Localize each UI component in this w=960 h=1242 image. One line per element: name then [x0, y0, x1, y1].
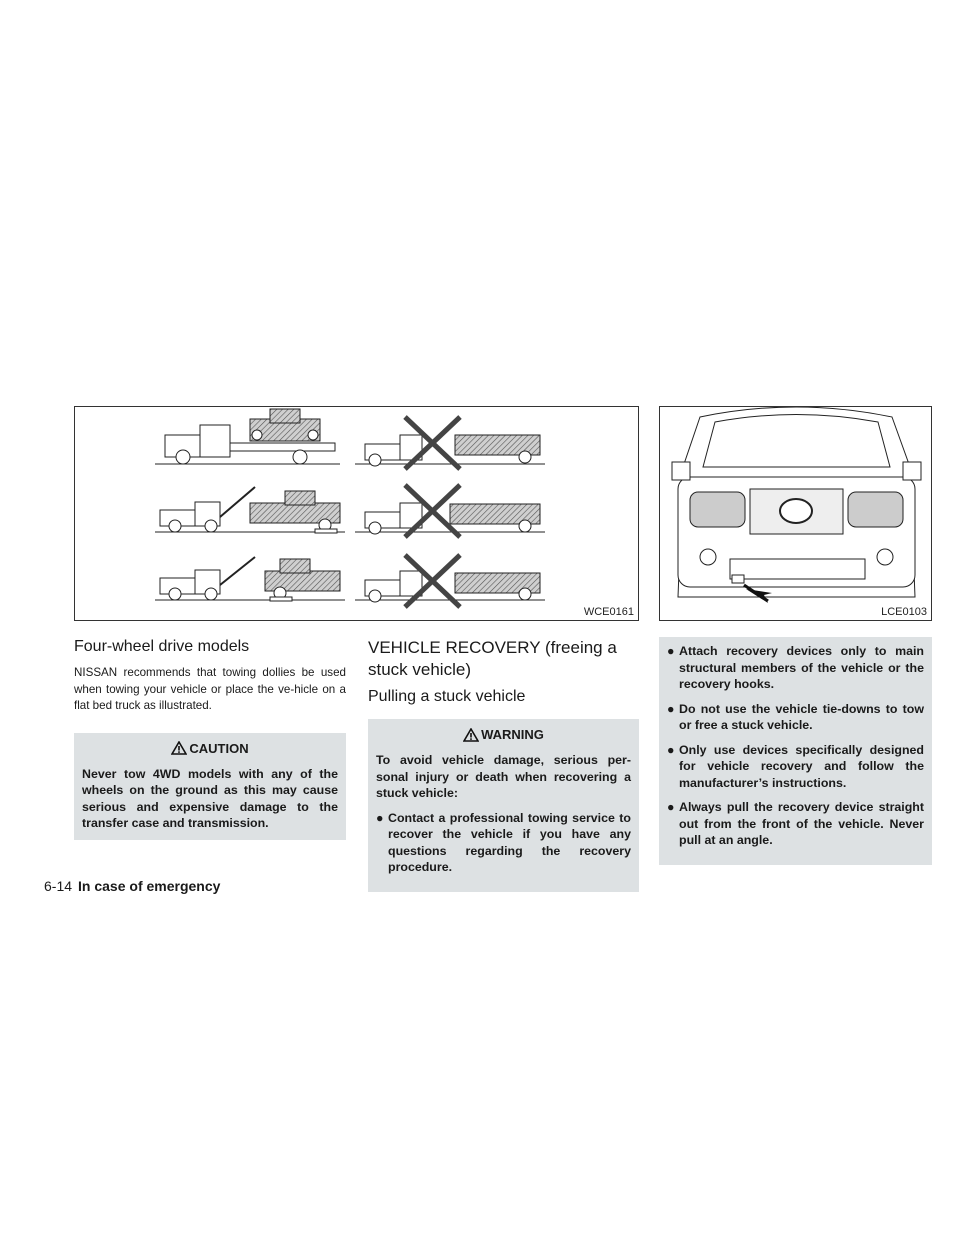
recovery-bullet-text: Always pull the recovery device straight out from the front of the vehicle. Never pull at an angle.: [679, 800, 924, 847]
bullet-marker: ●: [667, 644, 675, 658]
right-column: [659, 637, 932, 865]
recovery-bullet-item: [667, 742, 924, 792]
subheading-pulling: Pulling a stuck vehicle: [368, 688, 526, 705]
warning-intro: To avoid vehicle damage, serious per-sonal injury or death when recovering a stuck vehicle:: [376, 753, 631, 800]
recovery-bullet-item: [667, 643, 924, 693]
figure-code-recovery: LCE0103: [881, 606, 927, 618]
warning-bullet-text: Contact a professional towing service to recover the vehicle if you have any questions regarding the recovery procedure.: [388, 810, 631, 874]
warning-box-continued: [659, 637, 932, 865]
caution-text: Never tow 4WD models with any of the wheels on the ground as this may cause serious and expensive damage to the transfer case and transmission.: [82, 766, 338, 830]
section-heading-recovery: VEHICLE RECOVERY (freeing a stuck vehicle): [368, 638, 617, 679]
prohibited-tow-2: [355, 485, 545, 537]
warning-triangle-icon: [463, 728, 479, 742]
recovery-bullet-item: [667, 701, 924, 734]
towing-illustration: [74, 406, 639, 621]
warning-bullet-item: [376, 810, 631, 876]
recovery-bullet-text: Do not use the vehicle tie-downs to tow or free a stuck vehicle.: [679, 701, 924, 732]
caution-label: CAUTION: [189, 740, 249, 756]
towing-diagram: [75, 407, 639, 621]
recovery-bullets: [667, 643, 924, 849]
prohibited-tow-1: [355, 417, 545, 469]
recovery-bullet-text: Attach recovery devices only to main structural members of the vehicle or the recovery hooks.: [679, 644, 924, 691]
wheel-lift-front-dolly-ok: [155, 557, 345, 601]
towing-paragraph: NISSAN recommends that towing dollies be used when towing your vehicle or place the ve-hicle on a flat bed truck as illustrated.: [74, 666, 346, 712]
vehicle-front-diagram: [660, 407, 932, 621]
bullet-marker: ●: [667, 701, 675, 716]
recovery-hook-illustration: [659, 406, 932, 621]
bullet-marker: ●: [667, 800, 675, 814]
prohibited-tow-3: [355, 555, 545, 607]
warning-box: [368, 719, 639, 892]
bullet-marker: ●: [376, 810, 384, 825]
warning-label: WARNING: [481, 727, 544, 742]
caution-box: [74, 733, 346, 840]
figure-code-towing: WCE0161: [583, 606, 634, 618]
caution-title: [82, 741, 338, 756]
warning-bullets: [376, 810, 631, 876]
warning-title: [376, 727, 631, 742]
warning-triangle-icon: [171, 741, 187, 755]
flatbed-truck-ok: [155, 409, 340, 464]
section-title: In case of emergency: [78, 878, 221, 894]
left-column: [74, 637, 346, 840]
recovery-bullet-text: Only use devices specifically designed for vehicle recovery and follow the manufacturer’s instructions.: [679, 742, 924, 790]
bullet-marker: ●: [667, 742, 675, 757]
section-heading-4wd: Four-wheel drive models: [74, 638, 250, 655]
wheel-lift-dolly-ok: [155, 487, 345, 533]
page-number: 6-14: [44, 878, 73, 894]
middle-column: [368, 637, 639, 892]
page-footer: [44, 878, 220, 894]
recovery-bullet-item: [667, 799, 924, 849]
